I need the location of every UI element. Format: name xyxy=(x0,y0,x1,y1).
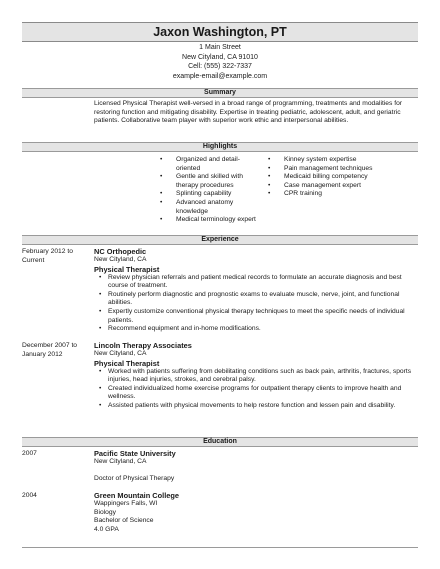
highlight-item: • Organized and detail-oriented xyxy=(160,156,260,173)
school-location: New Cityland, CA xyxy=(94,458,147,465)
job-title: Physical Therapist xyxy=(94,264,160,274)
education-heading xyxy=(22,437,418,447)
degree: Bachelor of Science xyxy=(94,517,154,525)
education-title: Education xyxy=(203,438,237,445)
school-location: Wappingers Falls, WI xyxy=(94,500,158,507)
school-name: Pacific State University xyxy=(94,449,176,458)
company-name: Lincoln Therapy Associates xyxy=(94,341,192,350)
email-line: example-email@example.com xyxy=(172,72,268,80)
duty-item: • Worked with patients suffering from debilitating conditions such as back pain, arthritis, fractures, sports injuries, head injuries, strokes, and cerebral palsy. xyxy=(94,368,414,385)
job-entry xyxy=(94,341,414,411)
highlight-item: • Splinting capability xyxy=(160,190,260,199)
name-header xyxy=(22,22,418,42)
highlights-title: Highlights xyxy=(202,143,238,150)
job-dates: December 2007 to January 2012 xyxy=(22,342,78,358)
gpa: 4.0 GPA xyxy=(94,525,119,533)
duty-item: • Created individualized home exercise programs for outpatient therapy clients to improve health and wellness. xyxy=(94,385,414,402)
duty-item: • Review physician referrals and patient medical records to formulate an accurate diagnosis and best course of treatment. xyxy=(94,274,414,291)
degree: Doctor of Physical Therapy xyxy=(94,475,175,483)
job-duties xyxy=(94,274,414,334)
highlight-item: • Medicaid billing competency xyxy=(268,173,398,182)
education-year: 2004 xyxy=(22,492,37,499)
duty-item: • Expertly customize conventional physical therapy techniques to meet the specific needs of individual patients. xyxy=(94,308,414,325)
highlight-item: • Medical terminology expert xyxy=(160,216,260,225)
address-line: 1 Main Street xyxy=(199,44,241,51)
company-name: NC Orthopedic xyxy=(94,247,147,256)
highlight-item: • Advanced anatomy knowledge xyxy=(160,199,260,216)
education-year: 2007 xyxy=(22,450,37,457)
company-location: New Cityland, CA xyxy=(94,256,147,263)
experience-heading xyxy=(22,235,418,245)
education-entry xyxy=(94,449,414,484)
job-duties xyxy=(94,368,414,411)
highlight-item: • Pain management techniques xyxy=(268,165,398,174)
contact-block xyxy=(22,43,418,81)
highlight-item: • Gentle and skilled with therapy procedures xyxy=(160,173,260,190)
phone-line: Cell: (555) 322-7337 xyxy=(188,63,252,71)
candidate-name: Jaxon Washington, PT xyxy=(153,25,287,39)
job-title: Physical Therapist xyxy=(94,358,160,368)
duty-item: • Routinely perform diagnostic and prognostic exams to evaluate muscle, nerve, joint, and functional abilities. xyxy=(94,291,414,308)
company-location: New Cityland, CA xyxy=(94,350,147,357)
summary-heading xyxy=(22,88,418,98)
job-dates: February 2012 to Current xyxy=(22,248,73,264)
education-entry xyxy=(94,491,414,534)
experience-title: Experience xyxy=(201,236,239,243)
bottom-divider xyxy=(22,547,418,548)
city-line: New Cityland, CA 91010 xyxy=(182,53,258,61)
highlight-item: • Kinney system expertise xyxy=(268,156,398,165)
highlight-item: • CPR training xyxy=(268,190,398,199)
highlights-left-list xyxy=(160,156,260,225)
duty-item: • Recommend equipment and in-home modifications. xyxy=(94,325,414,334)
summary-text: Licensed Physical Therapist well-versed in a broad range of programming, treatments and modalities for restoring function and mitigating disability. Expertise in treating pediatric, adolescent, adult, and geriatric patients. Collaborative team player with superior work ethic and interpersonal abilities. xyxy=(94,100,403,124)
field-of-study: Biology xyxy=(94,508,116,516)
highlights-heading xyxy=(22,142,418,152)
highlights-right-list xyxy=(268,156,398,199)
school-name: Green Mountain College xyxy=(94,491,179,500)
summary-title: Summary xyxy=(204,89,236,96)
job-entry xyxy=(94,247,414,334)
highlight-item: • Case management expert xyxy=(268,182,398,191)
duty-item: • Assisted patients with physical movements to help restore function and lessen pain and disability. xyxy=(94,402,414,411)
